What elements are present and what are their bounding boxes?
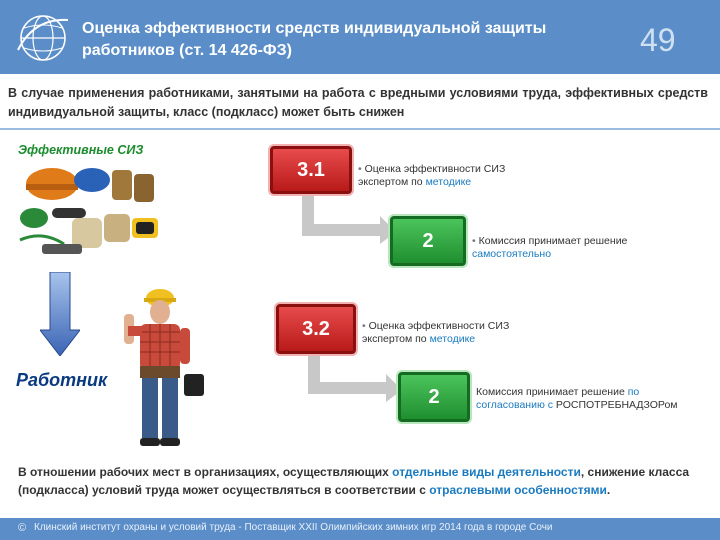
globe-logo-icon	[14, 10, 72, 66]
bottom-note: В отношении рабочих мест в организациях, осуществляющих отдельные виды деятельности, снижение класса (подкласса) условий труда может осуществляться в соответствии с отраслевыми особенностями.	[18, 465, 690, 497]
divider	[0, 128, 720, 130]
page-number: 49	[640, 22, 676, 58]
page-title: Оценка эффективности средств индивидуальной защиты работников (ст. 14 426-ФЗ)	[82, 20, 547, 59]
description-3: • Оценка эффективности СИЗ экспертом по методике	[362, 320, 510, 345]
worker-title: Работник	[16, 370, 108, 390]
effective-siz-title: Эффективные СИЗ	[18, 143, 144, 157]
worker-image	[110, 284, 210, 448]
description-1: • Оценка эффективности СИЗ экспертом по методике	[358, 163, 506, 188]
protective-equipment-image	[12, 160, 162, 260]
class-box-2-b: 2	[398, 372, 470, 422]
class-box-3-2: 3.2	[276, 304, 356, 354]
class-box-2-a: 2	[390, 216, 466, 266]
connector-arrow-1	[300, 192, 400, 244]
arrow-down-icon	[40, 272, 80, 356]
class-box-3-1: 3.1	[270, 146, 352, 194]
connector-arrow-2	[306, 350, 406, 402]
description-4: Комиссия принимает решение по согласованию с РОСПОТРЕБНАДЗОРом	[476, 386, 678, 411]
footer-bar	[0, 518, 720, 540]
header-bar	[0, 0, 720, 74]
intro-text: В случае применения работниками, занятыми на работа с вредными условиями труда, эффективных средств индивидуальной защиты, класс (подкласс) может быть снижен	[8, 86, 708, 119]
copyright-icon: ©	[18, 522, 27, 534]
footer-text: Клинский институт охраны и условий труда - Поставщик XXII Олимпийских зимних игр 2014 года в городе Сочи	[34, 522, 553, 533]
description-2: • Комиссия принимает решение самостоятельно	[472, 235, 628, 260]
